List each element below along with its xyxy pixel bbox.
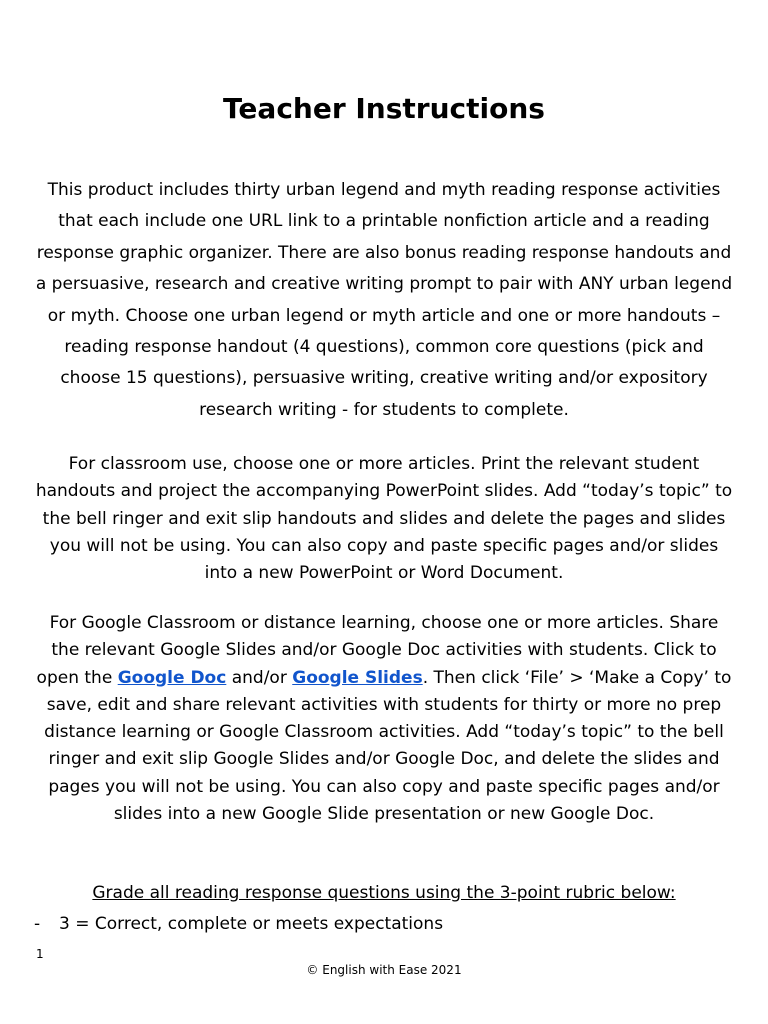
google-classroom-text-1: For Google Classroom or distance learning, choose one or more articles. Share the relevant Google Slides and/or Google Doc activities with students. Click to open the xyxy=(36,613,719,688)
google-classroom-text-3: . Then click ‘File’ > ‘Make a Copy’ to save, edit and share relevant activities with students for thirty or more no prep distance learning or Google Classroom activities. Add “today’s topic” to the bell ringer and exit slip Google Slides and/or Google Doc, and delete the slides and pages you will not be using. You can also copy and paste specific pages and/or slides into a new Google Slide presentation or new Google Doc. xyxy=(44,667,732,825)
classroom-use-paragraph: For classroom use, choose one or more articles. Print the relevant student handouts and project the accompanying PowerPoint slides. Add “today’s topic” to the bell ringer and exit slip handouts and slides and delete the pages and slides you will not be using. You can also copy and paste specific pages and/or slides into a new PowerPoint or Word Document. xyxy=(35,454,733,584)
bullet-dash: - xyxy=(34,914,41,934)
intro-paragraph: This product includes thirty urban legend and myth reading response activities that each include one URL link to a printable nonfiction article and a reading response graphic organizer. There are also bonus reading response handouts and a persuasive, research and creative writing prompt to pair with ANY urban legend or myth. Choose one urban legend or myth article and one or more handouts – reading response handout (4 questions), common core questions (pick and choose 15 questions), persuasive writing, creative writing and/or expository research writing - for students to complete. xyxy=(35,180,733,420)
page-number: 1 xyxy=(36,947,44,961)
google-classroom-paragraph xyxy=(34,610,734,828)
copyright-footer: © English with Ease 2021 xyxy=(306,963,462,977)
rubric-item-text: 3 = Correct, complete or meets expectations xyxy=(59,914,444,934)
rubric-heading: Grade all reading response questions using the 3-point rubric below: xyxy=(92,883,676,903)
google-classroom-text-2: and/or xyxy=(226,667,293,688)
google-doc-link[interactable]: Google Doc xyxy=(117,667,227,688)
rubric-item xyxy=(34,911,443,938)
google-slides-link[interactable]: Google Slides xyxy=(292,667,423,688)
page-title: Teacher Instructions xyxy=(223,92,545,125)
